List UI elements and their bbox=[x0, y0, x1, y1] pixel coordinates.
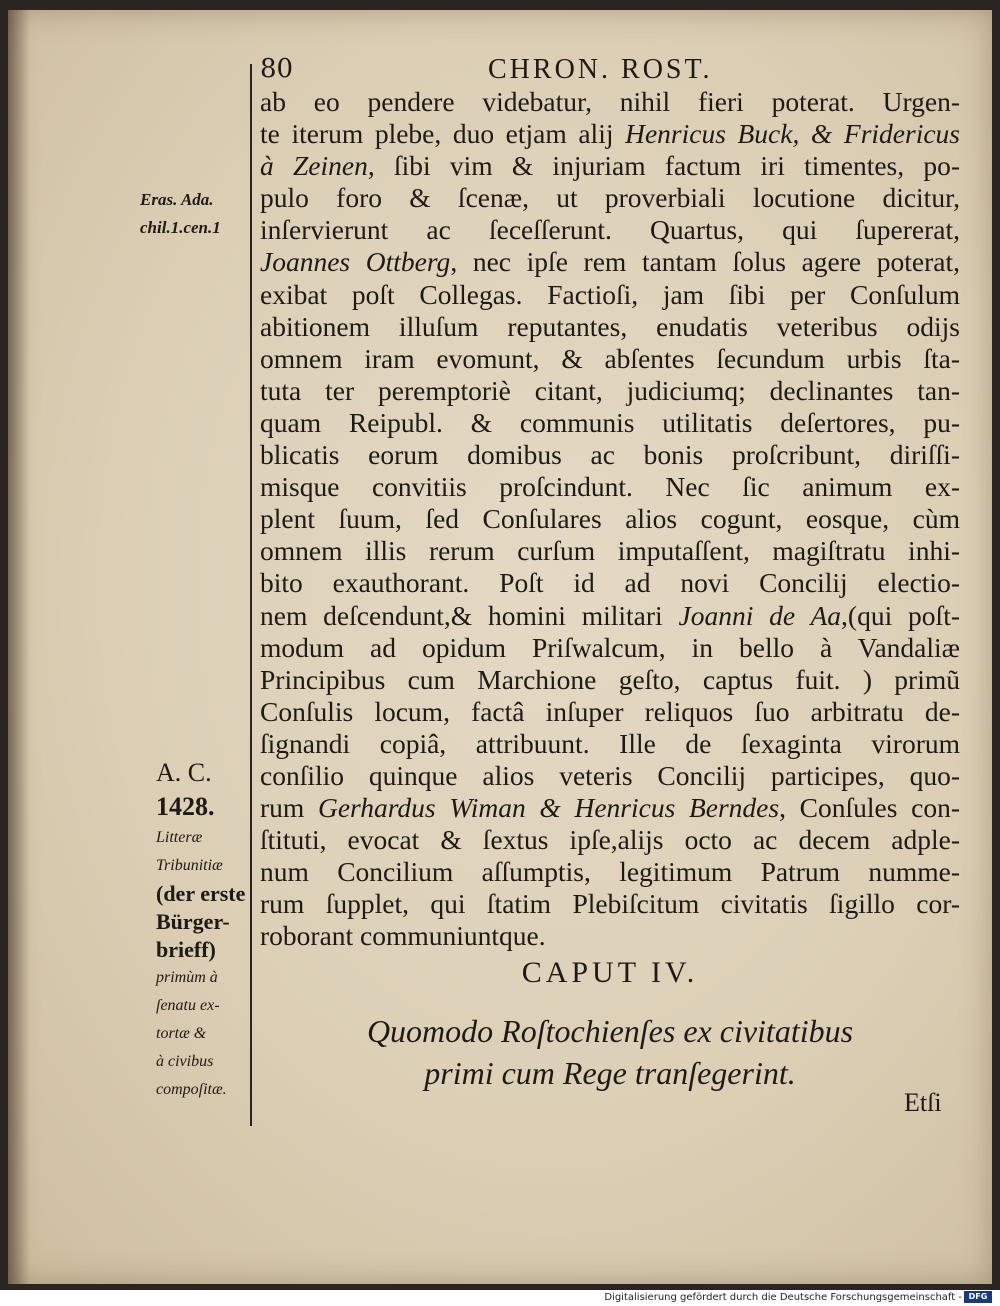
text-segment: , nec ipſe rem tantam ſolus agere poterat, bbox=[450, 246, 960, 278]
person-name: Gerhardus Wiman & Henricus Berndes bbox=[317, 792, 780, 824]
footer-credit: Digitalisierung gefördert durch die Deutsche Forschungsgemeinschaft - bbox=[604, 1292, 962, 1303]
running-head: CHRON. ROST. bbox=[488, 54, 713, 85]
subtitle-line: Quomodo Roſtochienſes ex civitatibus bbox=[366, 1013, 854, 1049]
text-segment: nem deſcendunt,& homini militari bbox=[260, 599, 679, 631]
text-segment: , ſibi vim & injuriam factum iri timentes, po- bbox=[367, 150, 960, 182]
margin-note-reference bbox=[140, 186, 221, 242]
person-name: Joannes Ottberg bbox=[260, 246, 451, 278]
margin-note-line: Bürger- bbox=[156, 909, 230, 934]
text-line: ab eo pendere videbatur, nihil fieri poterat. Urgen- bbox=[260, 86, 960, 117]
person-name: Joanni de Aa bbox=[678, 599, 842, 631]
margin-note-line: chil.1.cen.1 bbox=[140, 218, 221, 237]
text-line: abitionem illuſum reputantes, enudatis veteribus odijs bbox=[260, 310, 960, 342]
person-name: Henricus Buck, & Fridericus bbox=[625, 118, 960, 150]
text-line: Conſulis locum, factâ inſuper reliquos ſuo arbitratu de- bbox=[260, 695, 960, 727]
text-line: tuta ter peremptoriè citant, judiciumq; declinantes tan- bbox=[260, 374, 960, 406]
margin-note-line: Litteræ bbox=[156, 829, 203, 846]
text-line: plent ſuum, ſed Conſulares alios cogunt, eosque, cùm bbox=[260, 503, 960, 535]
text-line: roborant communiuntque. bbox=[260, 920, 546, 952]
margin-note-line: Eras. Ada. bbox=[140, 190, 214, 209]
text-segment: rum bbox=[260, 792, 318, 824]
margin-note-line: primùm à bbox=[156, 969, 218, 986]
text-line: quam Reipubl. & communis utilitatis deſertores, pu- bbox=[260, 406, 960, 438]
margin-note-line: Tribunitiæ bbox=[156, 857, 223, 874]
text-line: rum ſupplet, qui ſtatim Plebiſcitum civitatis ſigillo cor- bbox=[260, 888, 960, 920]
margin-note-line: A. C. bbox=[156, 758, 212, 787]
margin-note-line: (der erste bbox=[156, 881, 246, 906]
text-line: conſilio quinque alios veteris Concilij participes, quo- bbox=[260, 759, 960, 791]
text-line: omnem illis rerum curſum imputaſſent, magiſtratu inhi- bbox=[260, 535, 960, 567]
chapter-subtitle bbox=[260, 1010, 960, 1094]
text-line: omnem iram evomunt, & abſentes ſecundum urbis ſta- bbox=[260, 342, 960, 374]
catchword: Etſi bbox=[904, 1088, 942, 1117]
text-segment: ,(qui poſt- bbox=[841, 599, 960, 631]
text-line: bito exauthorant. Poſt id ad novi Concilij electio- bbox=[260, 567, 960, 599]
text-line bbox=[260, 246, 960, 278]
margin-note-line: tortæ & bbox=[156, 1025, 207, 1042]
text-line: inſervierunt ac ſeceſſerunt. Quartus, qui ſupererat, bbox=[260, 214, 960, 246]
chapter-heading: CAPUT IV. bbox=[521, 956, 699, 989]
text-line: exibat poſt Collegas. Factioſi, jam ſibi per Conſulum bbox=[260, 278, 960, 310]
margin-note-line: 1428. bbox=[156, 792, 215, 821]
text-line bbox=[260, 118, 960, 150]
text-line: blicatis eorum domibus ac bonis proſcribunt, diriſſi- bbox=[260, 439, 960, 471]
gutter-shadow bbox=[8, 10, 30, 1284]
dfg-logo-icon: DFG bbox=[964, 1291, 992, 1303]
subtitle-line: primi cum Rege tranſegerint. bbox=[424, 1055, 796, 1091]
text-line: pulo foro & ſcenæ, ut proverbiali locutione dicitur, bbox=[260, 182, 960, 214]
text-line: ſignandi copiâ, attribuunt. Ille de ſexaginta virorum bbox=[260, 727, 960, 759]
text-line: modum ad opidum Priſwalcum, in bello à Vandaliæ bbox=[260, 631, 960, 663]
margin-note-line: compoſitæ. bbox=[156, 1081, 227, 1098]
margin-note-line: ſenatu ex- bbox=[156, 997, 220, 1014]
text-line bbox=[260, 150, 960, 182]
text-segment: , Conſules con- bbox=[779, 792, 960, 824]
body-text bbox=[260, 86, 960, 953]
text-segment: te iterum plebe, duo etjam alij bbox=[260, 118, 626, 150]
person-name: à Zeinen bbox=[260, 150, 368, 182]
text-line: Principibus cum Marchione geſto, captus fuit. ) primũ bbox=[260, 663, 960, 695]
margin-note-year bbox=[156, 756, 256, 1104]
margin-note-line: brieff) bbox=[156, 937, 216, 962]
text-line bbox=[260, 792, 960, 824]
margin-note-line: à civibus bbox=[156, 1053, 214, 1070]
page-number: 80 bbox=[260, 54, 294, 84]
text-line: ſtituti, evocat & ſextus ipſe,alijs octo ac decem adple- bbox=[260, 824, 960, 856]
text-line bbox=[260, 600, 960, 632]
text-line: num Concilium aſſumptis, legitimum Patrum numme- bbox=[260, 856, 960, 888]
text-line: misque convitiis proſcindunt. Nec ſic animum ex- bbox=[260, 471, 960, 503]
